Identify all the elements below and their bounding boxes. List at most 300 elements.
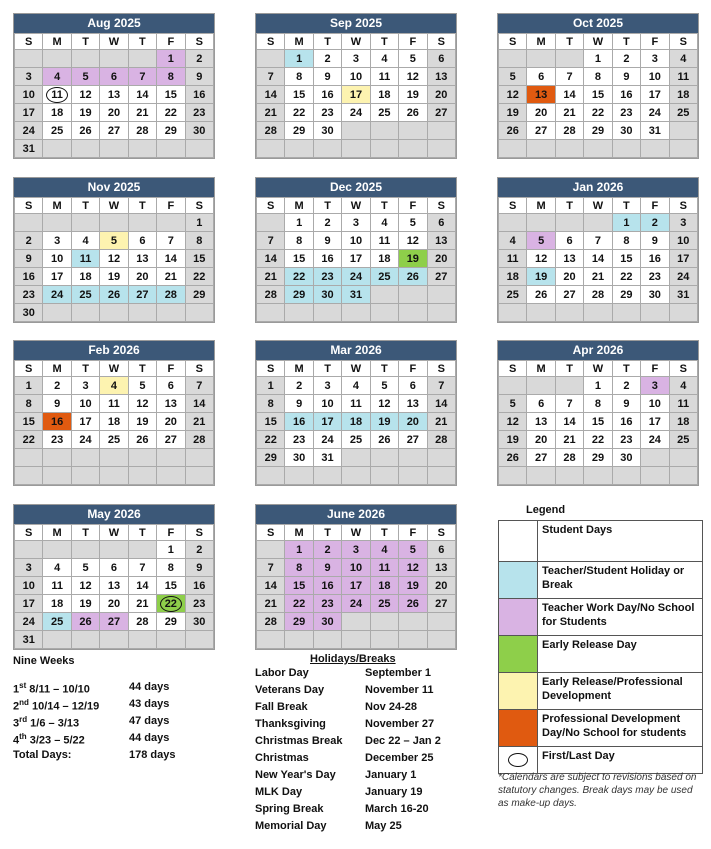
day-cell: 7 bbox=[257, 559, 285, 577]
legend-label: Teacher Work Day/No School for Students bbox=[542, 602, 695, 628]
day-cell: 9 bbox=[285, 395, 313, 413]
day-cell bbox=[285, 304, 313, 322]
week-row bbox=[499, 122, 698, 140]
day-cell: 28 bbox=[555, 449, 583, 467]
day-cell bbox=[15, 467, 43, 485]
day-cell: 21 bbox=[185, 413, 213, 431]
weekday-header: T bbox=[128, 525, 156, 541]
total-days-label: Total Days: bbox=[13, 749, 72, 761]
day-cell: 22 bbox=[584, 431, 612, 449]
day-cell bbox=[584, 467, 612, 485]
date-range: 3/23 – 5/22 bbox=[26, 734, 85, 747]
day-cell: 28 bbox=[257, 613, 285, 631]
holiday-row bbox=[255, 820, 441, 837]
week-row bbox=[257, 631, 456, 649]
day-cell: 5 bbox=[128, 377, 156, 395]
day-cell: 5 bbox=[399, 50, 427, 68]
day-cell: 27 bbox=[527, 449, 555, 467]
legend-item bbox=[499, 562, 702, 599]
day-cell: 15 bbox=[257, 413, 285, 431]
date-range: 8/11 – 10/10 bbox=[26, 683, 90, 696]
day-cell: 1 bbox=[584, 50, 612, 68]
day-cell: 25 bbox=[370, 595, 398, 613]
day-cell: 26 bbox=[128, 431, 156, 449]
week-row bbox=[15, 232, 214, 250]
legend-item bbox=[499, 521, 702, 562]
holiday-date: January 19 bbox=[365, 786, 423, 798]
day-cell bbox=[157, 631, 185, 649]
week-row bbox=[15, 50, 214, 68]
holiday-date: December 25 bbox=[365, 752, 434, 764]
color-swatch bbox=[499, 636, 538, 672]
week-row bbox=[257, 268, 456, 286]
week-row bbox=[15, 104, 214, 122]
day-cell: 11 bbox=[342, 395, 370, 413]
month-calendar bbox=[13, 177, 215, 323]
day-cell: 5 bbox=[100, 232, 128, 250]
weekday-header: W bbox=[342, 198, 370, 214]
day-cell: 9 bbox=[313, 559, 341, 577]
week-row bbox=[15, 595, 214, 613]
weekday-header: F bbox=[399, 361, 427, 377]
holiday-name: Christmas Break bbox=[255, 735, 343, 747]
legend-label: Teacher/Student Holiday or Break bbox=[542, 565, 685, 591]
day-cell bbox=[427, 449, 455, 467]
holiday-date: May 25 bbox=[365, 820, 402, 832]
holiday-name: Veterans Day bbox=[255, 684, 325, 696]
day-cell: 22 bbox=[15, 431, 43, 449]
day-cell: 17 bbox=[342, 250, 370, 268]
total-days-value: 178 days bbox=[129, 749, 176, 761]
day-cell: 22 bbox=[285, 595, 313, 613]
weekday-header: T bbox=[555, 198, 583, 214]
day-cell bbox=[555, 50, 583, 68]
month-title: Apr 2026 bbox=[498, 341, 698, 360]
month-calendar bbox=[255, 340, 457, 486]
day-cell: 11 bbox=[43, 577, 71, 595]
day-cell: 22 bbox=[257, 431, 285, 449]
holiday-row bbox=[255, 769, 441, 786]
month-title: Nov 2025 bbox=[14, 178, 214, 197]
day-cell: 19 bbox=[71, 595, 99, 613]
day-cell bbox=[669, 122, 697, 140]
weekday-header: T bbox=[313, 198, 341, 214]
weekday-header: S bbox=[669, 361, 697, 377]
day-cell: 10 bbox=[43, 250, 71, 268]
day-cell: 4 bbox=[370, 50, 398, 68]
day-cell: 16 bbox=[641, 250, 669, 268]
day-cell: 2 bbox=[285, 377, 313, 395]
day-cell: 17 bbox=[313, 413, 341, 431]
day-cell bbox=[185, 467, 213, 485]
day-cell bbox=[669, 467, 697, 485]
quarter-range bbox=[13, 715, 129, 732]
day-cell bbox=[399, 449, 427, 467]
week-row bbox=[257, 86, 456, 104]
day-cell bbox=[257, 541, 285, 559]
day-cell bbox=[641, 467, 669, 485]
day-cell: 21 bbox=[257, 595, 285, 613]
weekday-header: T bbox=[71, 198, 99, 214]
week-row bbox=[257, 68, 456, 86]
day-cell: 6 bbox=[427, 50, 455, 68]
week-row bbox=[257, 395, 456, 413]
day-cell: 27 bbox=[100, 122, 128, 140]
day-cell: 19 bbox=[100, 268, 128, 286]
holiday-row bbox=[255, 667, 441, 684]
day-cell bbox=[427, 122, 455, 140]
day-cell: 7 bbox=[128, 559, 156, 577]
weekday-header: S bbox=[185, 361, 213, 377]
day-cell: 8 bbox=[15, 395, 43, 413]
day-cell bbox=[342, 467, 370, 485]
day-cell bbox=[71, 541, 99, 559]
day-cell: 10 bbox=[342, 68, 370, 86]
week-row bbox=[15, 122, 214, 140]
day-cell bbox=[427, 631, 455, 649]
day-cell: 6 bbox=[128, 232, 156, 250]
first-last-day-marker: 11 bbox=[46, 87, 68, 103]
day-cell: 15 bbox=[157, 86, 185, 104]
day-cell bbox=[612, 304, 640, 322]
day-cell: 22 bbox=[157, 104, 185, 122]
day-cell: 25 bbox=[370, 268, 398, 286]
day-cell bbox=[370, 304, 398, 322]
day-cell: 19 bbox=[527, 268, 555, 286]
day-cell bbox=[555, 214, 583, 232]
weekday-header: M bbox=[285, 361, 313, 377]
weekday-header: M bbox=[527, 198, 555, 214]
day-cell: 1 bbox=[15, 377, 43, 395]
day-cell: 14 bbox=[157, 250, 185, 268]
weekday-header: S bbox=[427, 525, 455, 541]
day-cell: 19 bbox=[399, 577, 427, 595]
weekday-header: T bbox=[612, 198, 640, 214]
day-cell bbox=[313, 631, 341, 649]
day-cell: 17 bbox=[342, 577, 370, 595]
day-cell: 6 bbox=[427, 214, 455, 232]
day-cell: 30 bbox=[285, 449, 313, 467]
day-cell bbox=[399, 122, 427, 140]
week-row bbox=[257, 577, 456, 595]
month-calendar bbox=[13, 13, 215, 159]
day-cell bbox=[257, 214, 285, 232]
day-cell bbox=[342, 122, 370, 140]
day-cell: 14 bbox=[427, 395, 455, 413]
week-row bbox=[15, 413, 214, 431]
weekday-header: T bbox=[71, 525, 99, 541]
day-cell: 6 bbox=[555, 232, 583, 250]
day-cell: 8 bbox=[584, 68, 612, 86]
day-cell bbox=[499, 304, 527, 322]
week-row bbox=[15, 559, 214, 577]
day-cell: 26 bbox=[71, 122, 99, 140]
day-cell bbox=[313, 304, 341, 322]
day-cell: 28 bbox=[257, 286, 285, 304]
weekday-header: T bbox=[612, 34, 640, 50]
day-cell: 22 bbox=[185, 268, 213, 286]
week-row bbox=[499, 104, 698, 122]
day-cell: 2 bbox=[313, 50, 341, 68]
day-cell: 3 bbox=[15, 559, 43, 577]
day-cell: 4 bbox=[499, 232, 527, 250]
day-cell: 18 bbox=[669, 86, 697, 104]
week-row bbox=[15, 377, 214, 395]
day-cell: 12 bbox=[399, 559, 427, 577]
weekday-header: W bbox=[100, 525, 128, 541]
day-cell: 31 bbox=[641, 122, 669, 140]
day-cell bbox=[157, 467, 185, 485]
day-cell: 15 bbox=[285, 250, 313, 268]
weekday-header: W bbox=[100, 34, 128, 50]
weekday-header: F bbox=[157, 34, 185, 50]
day-cell bbox=[285, 631, 313, 649]
week-row bbox=[499, 413, 698, 431]
day-cell: 1 bbox=[285, 50, 313, 68]
first-last-day-marker: 22 bbox=[160, 596, 182, 612]
week-row bbox=[257, 304, 456, 322]
color-swatch bbox=[499, 710, 538, 746]
week-row bbox=[15, 214, 214, 232]
day-cell: 29 bbox=[285, 613, 313, 631]
day-cell: 2 bbox=[185, 50, 213, 68]
day-cell: 1 bbox=[157, 541, 185, 559]
day-cell: 2 bbox=[612, 377, 640, 395]
weekday-header: W bbox=[584, 361, 612, 377]
day-cell bbox=[499, 214, 527, 232]
day-cell bbox=[370, 613, 398, 631]
day-cell: 20 bbox=[427, 250, 455, 268]
day-cell bbox=[399, 613, 427, 631]
day-cell: 23 bbox=[612, 104, 640, 122]
day-cell bbox=[257, 140, 285, 158]
day-cell: 12 bbox=[399, 68, 427, 86]
legend-item bbox=[499, 710, 702, 747]
month-calendar bbox=[255, 13, 457, 159]
day-cell: 14 bbox=[555, 413, 583, 431]
day-cell: 18 bbox=[370, 577, 398, 595]
week-row bbox=[15, 68, 214, 86]
day-cell: 15 bbox=[185, 250, 213, 268]
day-cell: 29 bbox=[157, 122, 185, 140]
day-cell: 3 bbox=[641, 50, 669, 68]
day-cell: 5 bbox=[499, 395, 527, 413]
day-cell: 30 bbox=[612, 449, 640, 467]
holidays-section bbox=[255, 653, 441, 837]
day-cell: 14 bbox=[128, 577, 156, 595]
day-cell: 1 bbox=[185, 214, 213, 232]
day-cell: 14 bbox=[128, 86, 156, 104]
weekday-header: S bbox=[427, 361, 455, 377]
holidays-title: Holidays/Breaks bbox=[310, 653, 396, 665]
weekday-header: M bbox=[43, 361, 71, 377]
day-cell bbox=[71, 631, 99, 649]
nine-weeks-title: Nine Weeks bbox=[13, 655, 75, 667]
month-calendar bbox=[497, 340, 699, 486]
day-cell bbox=[584, 304, 612, 322]
day-cell: 19 bbox=[370, 413, 398, 431]
day-cell bbox=[100, 304, 128, 322]
day-cell: 13 bbox=[157, 395, 185, 413]
day-cell bbox=[427, 286, 455, 304]
day-cell: 13 bbox=[427, 68, 455, 86]
circle-swatch-icon bbox=[499, 747, 538, 773]
holiday-name: Christmas bbox=[255, 752, 309, 764]
day-cell: 16 bbox=[313, 86, 341, 104]
day-cell: 15 bbox=[584, 86, 612, 104]
day-cell: 6 bbox=[527, 68, 555, 86]
day-cell: 24 bbox=[342, 104, 370, 122]
weekday-header: W bbox=[342, 361, 370, 377]
day-cell: 28 bbox=[128, 122, 156, 140]
date-range: 1/6 – 3/13 bbox=[27, 717, 80, 730]
legend-label: First/Last Day bbox=[542, 750, 615, 762]
weekday-header: T bbox=[555, 361, 583, 377]
day-cell: 17 bbox=[15, 104, 43, 122]
day-cell bbox=[499, 377, 527, 395]
weekday-header: T bbox=[370, 525, 398, 541]
day-cell: 27 bbox=[399, 431, 427, 449]
day-cell: 6 bbox=[427, 541, 455, 559]
nine-weeks-row bbox=[13, 681, 175, 698]
week-row bbox=[499, 250, 698, 268]
day-cell: 12 bbox=[527, 250, 555, 268]
day-cell: 14 bbox=[257, 250, 285, 268]
day-cell: 13 bbox=[427, 559, 455, 577]
day-cell bbox=[370, 449, 398, 467]
day-cell: 25 bbox=[100, 431, 128, 449]
weekday-header: T bbox=[128, 34, 156, 50]
day-cell bbox=[641, 140, 669, 158]
day-cell: 10 bbox=[342, 232, 370, 250]
week-row bbox=[15, 250, 214, 268]
day-cell: 18 bbox=[43, 595, 71, 613]
week-row bbox=[499, 86, 698, 104]
day-cell bbox=[128, 214, 156, 232]
holiday-row bbox=[255, 803, 441, 820]
day-cell bbox=[612, 467, 640, 485]
day-cell: 27 bbox=[427, 268, 455, 286]
week-row bbox=[499, 377, 698, 395]
day-cell: 3 bbox=[342, 214, 370, 232]
weekday-header: M bbox=[43, 34, 71, 50]
day-cell: 13 bbox=[555, 250, 583, 268]
day-cell: 5 bbox=[370, 377, 398, 395]
day-cell bbox=[157, 304, 185, 322]
day-cell: 19 bbox=[499, 104, 527, 122]
day-cell: 6 bbox=[527, 395, 555, 413]
day-cell: 12 bbox=[71, 86, 99, 104]
day-cell: 3 bbox=[15, 68, 43, 86]
day-cell: 9 bbox=[612, 395, 640, 413]
day-cell: 26 bbox=[71, 613, 99, 631]
month-calendar bbox=[255, 504, 457, 650]
day-cell bbox=[342, 304, 370, 322]
day-cell bbox=[100, 631, 128, 649]
holiday-date: Dec 22 – Jan 2 bbox=[365, 735, 441, 747]
weekday-header: S bbox=[257, 198, 285, 214]
day-cell bbox=[669, 449, 697, 467]
day-cell: 26 bbox=[399, 104, 427, 122]
month-title: Oct 2025 bbox=[498, 14, 698, 33]
day-cell: 18 bbox=[499, 268, 527, 286]
day-cell: 17 bbox=[15, 595, 43, 613]
day-cell bbox=[43, 214, 71, 232]
holiday-name: Memorial Day bbox=[255, 820, 327, 832]
week-row bbox=[499, 50, 698, 68]
month-title: Dec 2025 bbox=[256, 178, 456, 197]
month-calendar bbox=[255, 177, 457, 323]
day-cell bbox=[370, 467, 398, 485]
day-cell bbox=[128, 541, 156, 559]
day-cell bbox=[669, 304, 697, 322]
week-row bbox=[257, 413, 456, 431]
day-cell: 18 bbox=[342, 413, 370, 431]
day-cell: 30 bbox=[15, 304, 43, 322]
day-cell: 2 bbox=[185, 541, 213, 559]
weekday-header: F bbox=[641, 198, 669, 214]
holiday-date: November 11 bbox=[365, 684, 434, 696]
legend-label: Early Release/Professional Development bbox=[542, 676, 683, 702]
day-cell bbox=[641, 304, 669, 322]
week-row bbox=[257, 214, 456, 232]
day-cell: 25 bbox=[499, 286, 527, 304]
month-title: Aug 2025 bbox=[14, 14, 214, 33]
day-cell: 7 bbox=[185, 377, 213, 395]
day-cell: 25 bbox=[370, 104, 398, 122]
day-cell: 16 bbox=[285, 413, 313, 431]
day-cell: 25 bbox=[669, 104, 697, 122]
day-cell: 11 bbox=[370, 68, 398, 86]
week-row bbox=[257, 286, 456, 304]
weekday-header: T bbox=[612, 361, 640, 377]
day-cell: 28 bbox=[157, 286, 185, 304]
day-cell bbox=[584, 214, 612, 232]
day-cell: 28 bbox=[584, 286, 612, 304]
day-cell: 30 bbox=[185, 613, 213, 631]
day-cell bbox=[257, 467, 285, 485]
day-cell: 14 bbox=[257, 86, 285, 104]
weekday-header: T bbox=[71, 34, 99, 50]
month-title: June 2026 bbox=[256, 505, 456, 524]
day-cell: 2 bbox=[313, 541, 341, 559]
day-cell: 11 bbox=[370, 559, 398, 577]
day-cell: 20 bbox=[128, 268, 156, 286]
week-row bbox=[15, 431, 214, 449]
quarter-range bbox=[13, 698, 129, 715]
holiday-row bbox=[255, 701, 441, 718]
day-cell: 22 bbox=[285, 104, 313, 122]
day-cell: 20 bbox=[157, 413, 185, 431]
day-cell: 27 bbox=[527, 122, 555, 140]
day-cell: 28 bbox=[128, 613, 156, 631]
day-cell: 21 bbox=[427, 413, 455, 431]
day-cell: 31 bbox=[15, 140, 43, 158]
day-cell: 2 bbox=[43, 377, 71, 395]
day-cell: 1 bbox=[612, 214, 640, 232]
day-cell: 22 bbox=[584, 104, 612, 122]
day-cell: 25 bbox=[342, 431, 370, 449]
day-cell: 18 bbox=[71, 268, 99, 286]
week-row bbox=[499, 286, 698, 304]
day-cell: 16 bbox=[185, 86, 213, 104]
quarter-days: 47 days bbox=[129, 715, 170, 727]
day-cell: 10 bbox=[641, 395, 669, 413]
month-title: Sep 2025 bbox=[256, 14, 456, 33]
day-cell: 21 bbox=[555, 104, 583, 122]
day-cell: 4 bbox=[71, 232, 99, 250]
weekday-header: T bbox=[370, 34, 398, 50]
